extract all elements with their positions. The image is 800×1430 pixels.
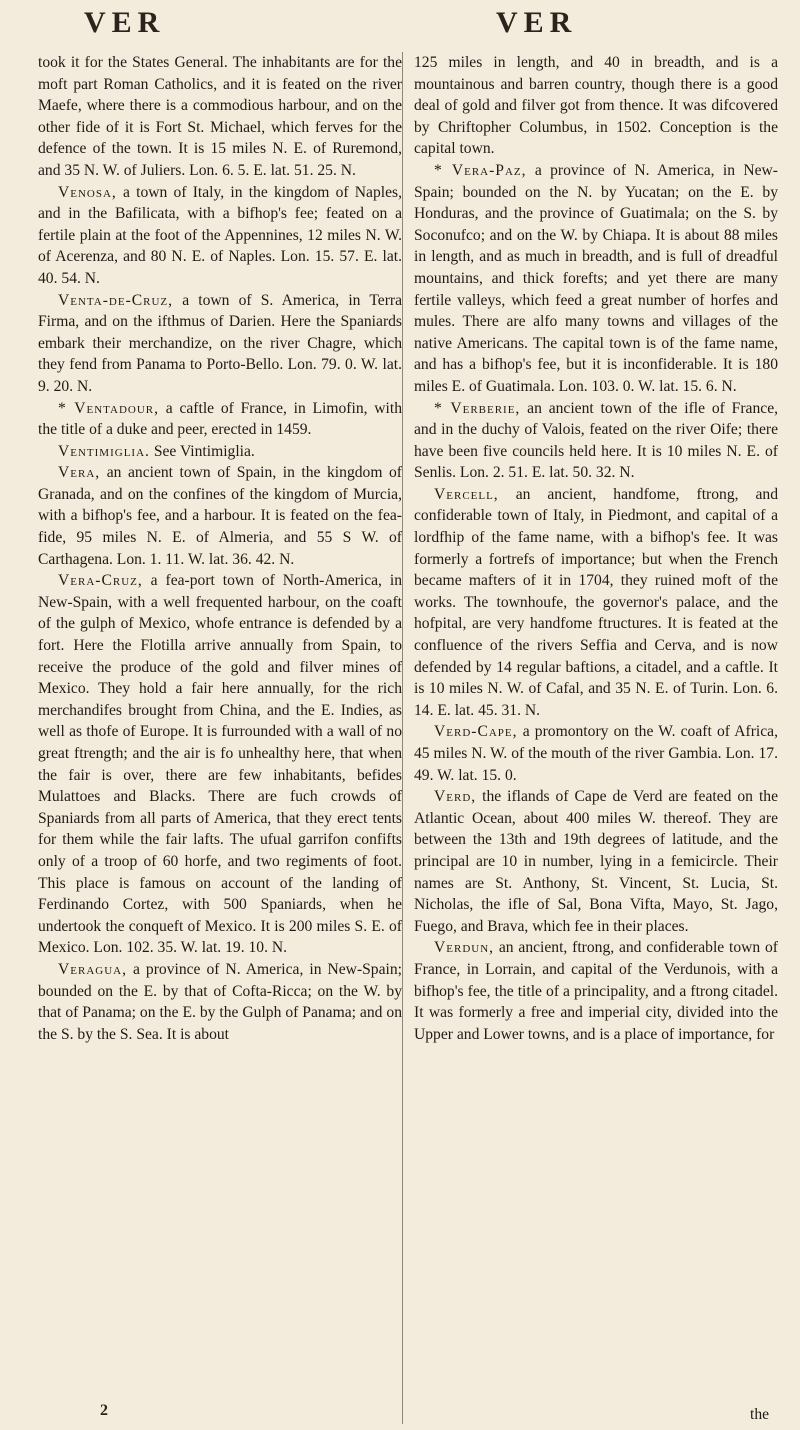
entry-text: a caftle of France, in Limofin, with the title of a duke and peer, erected in 1459.: [38, 399, 402, 439]
entry-headword: Verdun,: [434, 939, 495, 957]
right-column: [414, 52, 778, 1045]
entry-headword: Verd-Cape,: [434, 723, 518, 741]
entry-text: 125 miles in length, and 40 in breadth, and is a mountainous and barren country, though there is a good deal of gold and filver got from thence. It was difcovered by Chriftopher Columbus, in 1502. Conception is the capital town.: [414, 54, 778, 158]
entry-text: an ancient, handfome, ftrong, and confiderable town of Italy, in Piedmont, and capital of a lordfhip of the fame name, with a bifhop's fee. It was formerly a fortrefs of importance; but when the French became mafters of it in 1704, they ruined moft of the works. The townhoufe, the governor's palace, and the hofpital, are very handfome ftructures. It is feated at the confluence of the rivers Seffia and Cerva, and is now defended by 14 regular baftions, a citadel, and a caftle. It is 10 miles N. W. of Cafal, and 35 N. E. of Turin. Lon. 6. 14. E. lat. 45. 31. N.: [414, 485, 778, 719]
entry: [38, 52, 402, 182]
entry: [38, 441, 402, 463]
entry-text: a town of S. America, in Terra Firma, and on the ifthmus of Darien. Here the Spaniards embark their merchandize, on the river Chagre, which they fend from Panama to Porto-Bello. Lon. 79. 0. W. lat. 9. 20. N.: [38, 291, 402, 395]
entry-headword: Verd,: [434, 788, 477, 806]
entry-text: took it for the States General. The inhabitants are for the moft part Roman Catholics, and it is feated on the river Maefe, where there is a commodious harbour, and on the other fide of it is Fort St. Michael, which ferves for the defence of the town. It is 15 miles N. E. of Ruremond, and 35 N. W. of Juliers. Lon. 6. 5. E. lat. 51. 25. N.: [38, 54, 402, 179]
entry-text: the iflands of Cape de Verd are feated on the Atlantic Ocean, about 400 miles W. thereof. They are between the 13th and 19th degrees of latitude, and the principal are 10 in number, lying in a femicircle. Their names are St. Anthony, St. Vincent, St. Lucia, St. Nicholas, the ifle of Sal, Bona Vifta, Mayo, St. Jago, Fuego, and Brava, which fee in their places.: [414, 788, 778, 935]
entry-text: an ancient town of Spain, in the kingdom of Granada, and on the confines of the kingdom of Murcia, with a bifhop's fee, and a harbour. It is feated on the fea-fide, 95 miles N. E. of Almeria, and 55 S W. of Carthagena. Lon. 1. 11. W. lat. 36. 42. N.: [38, 464, 402, 568]
entry-headword: Veragua,: [58, 960, 127, 978]
entry: [414, 937, 778, 1045]
entry: [414, 398, 778, 484]
entry-text: an ancient, ftrong, and confiderable town of France, in Lorrain, and capital of the Verdunois, with a bifhop's fee, the title of a principality, and a ftrong citadel. It was formerly a free and imperial city, divided into the Upper and Lower towns, and is a place of importance, for: [414, 939, 778, 1043]
left-column: [38, 52, 402, 1045]
entry: [38, 398, 402, 441]
entry: [38, 959, 402, 1045]
entry: [38, 290, 402, 398]
entry-headword: * Ventadour,: [58, 399, 160, 417]
catchword: the: [750, 1406, 770, 1423]
entry: [38, 182, 402, 290]
entry: [414, 786, 778, 937]
entry: [414, 160, 778, 398]
entry: [38, 462, 402, 570]
entry-text: a province of N. America, in New-Spain; bounded on the N. by Yucatan; on the E. by Honduras, and the province of Guatimala; on the S. by Soconufco; and on the W. by Chiapa. It is about 88 miles in length, and as much in breadth, and is full of dreadful mountains, and thick forefts; and yet there are many fertile valleys, which feed a great number of horfes and mules. There are alfo many towns and villages of the native Americans. The capital town is of the fame name, and has a bifhop's fee, but it is inconfiderable. It is 180 miles E. of Guatimala. Lon. 103. 0. W. lat. 15. 6. N.: [414, 161, 778, 395]
entry-headword: * Verberie,: [434, 399, 521, 417]
entry-headword: Venta-de-Cruz,: [58, 291, 174, 309]
entry: [414, 484, 778, 722]
entry: [38, 570, 402, 959]
running-head-left: VER: [84, 6, 166, 39]
entry-headword: Vera,: [58, 464, 101, 482]
column-rule: [402, 52, 403, 1424]
entry-text: See Vintimiglia.: [149, 442, 255, 460]
entry-text: a province of N. America, in New-Spain; bounded on the E. by that of Cofta-Ricca; on the W. by that of Panama; on the E. by the Gulph of Panama; and on the S. by the S. Sea. It is about: [38, 960, 402, 1043]
entry-headword: Ventimiglia.: [58, 442, 150, 460]
entry-text: a promontory on the W. coaft of Africa, 45 miles N. W. of the mouth of the river Gambia. Lon. 17. 49. W. lat. 15. 0.: [414, 723, 778, 784]
entry-headword: Vera-Cruz,: [58, 572, 143, 590]
entry: [414, 52, 778, 160]
entry-text: a town of Italy, in the kingdom of Naples, and in the Bafilicata, with a bifhop's fee; feated on a fertile plain at the foot of the Appennines, 12 miles N. W. of Acerenza, and 80 N. E. of Naples. Lon. 15. 57. E. lat. 40. 54. N.: [38, 183, 402, 287]
entry-text: an ancient town of the ifle of France, and in the duchy of Valois, feated on the river Oife; there have been five councils held here. It is 10 miles N. E. of Senlis. Lon. 2. 51. E. lat. 50. 32. N.: [414, 399, 779, 482]
entry-headword: Venosa,: [58, 183, 117, 201]
signature-mark: 2: [100, 1402, 108, 1419]
entry-headword: Vercell,: [434, 485, 499, 503]
entry: [414, 721, 778, 786]
entry-text: a fea-port town of North-America, in New-Spain, with a well frequented harbour, on the coaft of the gulph of Mexico, whofe entrance is defended by a fort. Here the Flotilla arrive annually from Spain, to receive the produce of the gold and filver mines of Mexico. They hold a fair here annually, for the rich merchandifes brought from China, and the E. Indies, as well as thofe of Europe. It is furrounded with a wall of no great ftrength; and the air is fo unhealthy here, that when the fair is over, there are few inhabitants, befides Mulattoes and Blacks. There are fuch crowds of Spaniards from all parts of America, that they erect tents for them while the fair lafts. The ufual garrifon confifts only of a troop of 60 horfe, and two regiments of foot. This place is famous on account of the landing of Ferdinando Cortez, with 500 Spaniards, when he undertook the conqueft of Mexico. It is 200 miles S. E. of Mexico. Lon. 102. 35. W. lat. 19. 10. N.: [38, 572, 402, 957]
running-head-right: VER: [496, 6, 578, 39]
entry-headword: * Vera-Paz,: [434, 161, 527, 179]
